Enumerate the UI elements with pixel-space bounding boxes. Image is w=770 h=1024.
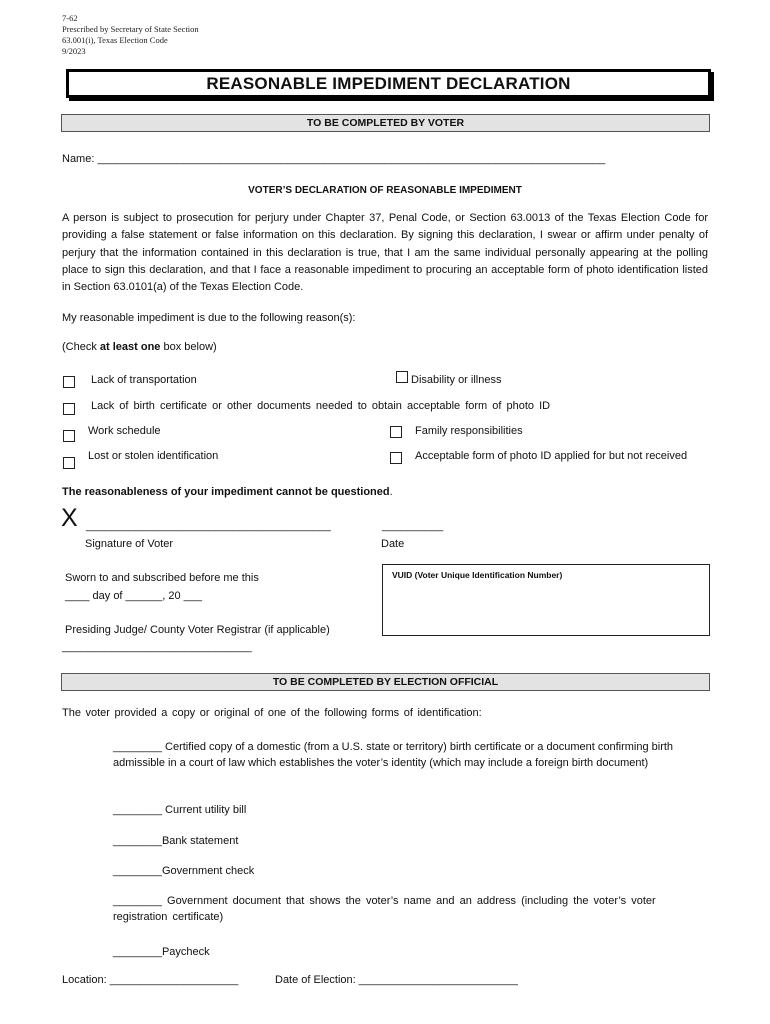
reason-lack-birth-certificate: Lack of birth certificate or other documents needed to obtain acceptable form of photo ID [91,400,551,412]
declaration-heading: VOTER’S DECLARATION OF REASONABLE IMPEDIMENT [248,185,522,196]
form-number: 7-62 [62,13,78,23]
reasons-intro: My reasonable impediment is due to the following reason(s): [62,312,356,324]
checkbox-work-schedule[interactable] [63,430,75,442]
declaration-text: A person is subject to prosecution for perjury under Chapter 37, Penal Code, or Section 63.0013 of the Texas Election Code for providing a false statement or false information on this declaration. By signing this declaration, I swear or affirm under penalty of perjury that the information contained in this declaration is true, that I am the same individual personally appearing at the polling place to sign this declaration, and that I face a reasonable impediment to procuring an acceptable form of photo identification listed in Section 63.0101(a) of the Texas Election Code. [62,212,708,294]
reason-lost-stolen: Lost or stolen identification [88,450,219,462]
check-emphasis: at least one [99,341,161,353]
date-of-election-label: Date of Election: [275,974,356,986]
check-prefix: (Check [62,341,100,353]
checkbox-family[interactable] [390,426,402,438]
blank-government-document[interactable]: ________ [113,895,162,907]
presiding-label: Presiding Judge/ County Voter Registrar (if applicable) [65,624,330,636]
location-label: Location: [62,974,107,986]
reason-disability: Disability or illness [411,374,502,386]
official-section-band [61,673,710,691]
checkbox-lack-transportation[interactable] [63,376,75,388]
label-utility-bill: Current utility bill [161,804,247,816]
name-field[interactable]: Name: ___________________________________________________________________________________ [62,153,606,165]
official-section-title: TO BE COMPLETED BY ELECTION OFFICIAL [272,676,499,688]
vuid-box[interactable] [382,564,710,636]
option-utility-bill [113,802,246,818]
checkbox-applied-not-received[interactable] [390,452,402,464]
sworn-date-line[interactable]: ____ day of ______, 20 ___ [65,590,203,602]
blank-utility-bill[interactable]: ________ [113,804,162,816]
reasonableness-text: The reasonableness of your impediment cannot be questioned [62,486,390,498]
reason-family: Family responsibilities [415,425,523,437]
location-line[interactable]: _____________________ [109,974,239,986]
blank-birth-certificate[interactable]: ________ [113,741,162,753]
signature-line[interactable]: ________________________________________ [86,520,331,532]
signature-x-mark: X [61,504,78,532]
location-field [62,974,238,986]
blank-bank-statement[interactable]: ________ [113,835,162,847]
official-intro: The voter provided a copy or original of one of the following forms of identification: [62,707,482,719]
reason-lack-transportation: Lack of transportation [91,374,197,386]
checkbox-lack-birth-certificate[interactable] [63,403,75,415]
label-paycheck: Paycheck [161,946,210,958]
sworn-statement: Sworn to and subscribed before me this [65,572,259,584]
label-birth-certificate: Certified copy of a domestic (from a U.S. state or territory) birth certificate or a document confirming birth admissible in a court of law which establishes the voter’s identity (which may include a foreign birth document) [113,741,674,769]
blank-paycheck[interactable]: ________ [113,946,162,958]
revision-date: 9/2023 [62,46,86,56]
voter-section-band [61,114,710,132]
checkbox-lost-stolen[interactable] [63,457,75,469]
reasonableness-period: . [389,486,393,498]
label-government-check: Government check [161,865,255,877]
presiding-signature-line[interactable]: _______________________________ [62,641,252,653]
label-government-document: Government document that shows the voter’s name and an address (including the voter’s voter registration certificate) [113,895,656,923]
blank-government-check[interactable]: ________ [113,865,162,877]
check-instruction [62,341,217,353]
option-government-check [113,863,254,879]
option-paycheck [113,944,210,960]
label-bank-statement: Bank statement [161,835,239,847]
reason-work-schedule: Work schedule [88,425,161,437]
date-of-election-field [275,974,518,986]
title-box [66,69,711,98]
option-government-document [113,893,693,925]
voter-section-title: TO BE COMPLETED BY VOTER [306,117,465,129]
prescribed-by: Prescribed by Secretary of State Section [62,24,199,34]
reason-applied-not-received: Acceptable form of photo ID applied for but not received [415,450,688,462]
vuid-label: VUID (Voter Unique Identification Number) [392,570,563,580]
date-label: Date [381,538,405,550]
option-birth-certificate [113,739,705,771]
option-bank-statement [113,833,238,849]
reasonableness-note [62,486,393,498]
code-reference: 63.001(i), Texas Election Code [62,35,168,45]
check-suffix: box below) [160,341,217,353]
signature-label: Signature of Voter [85,538,174,550]
date-of-election-line[interactable]: __________________________ [358,974,518,986]
page-title: REASONABLE IMPEDIMENT DECLARATION [206,73,571,93]
checkbox-disability[interactable] [396,371,408,383]
date-line[interactable]: __________ [382,520,444,532]
